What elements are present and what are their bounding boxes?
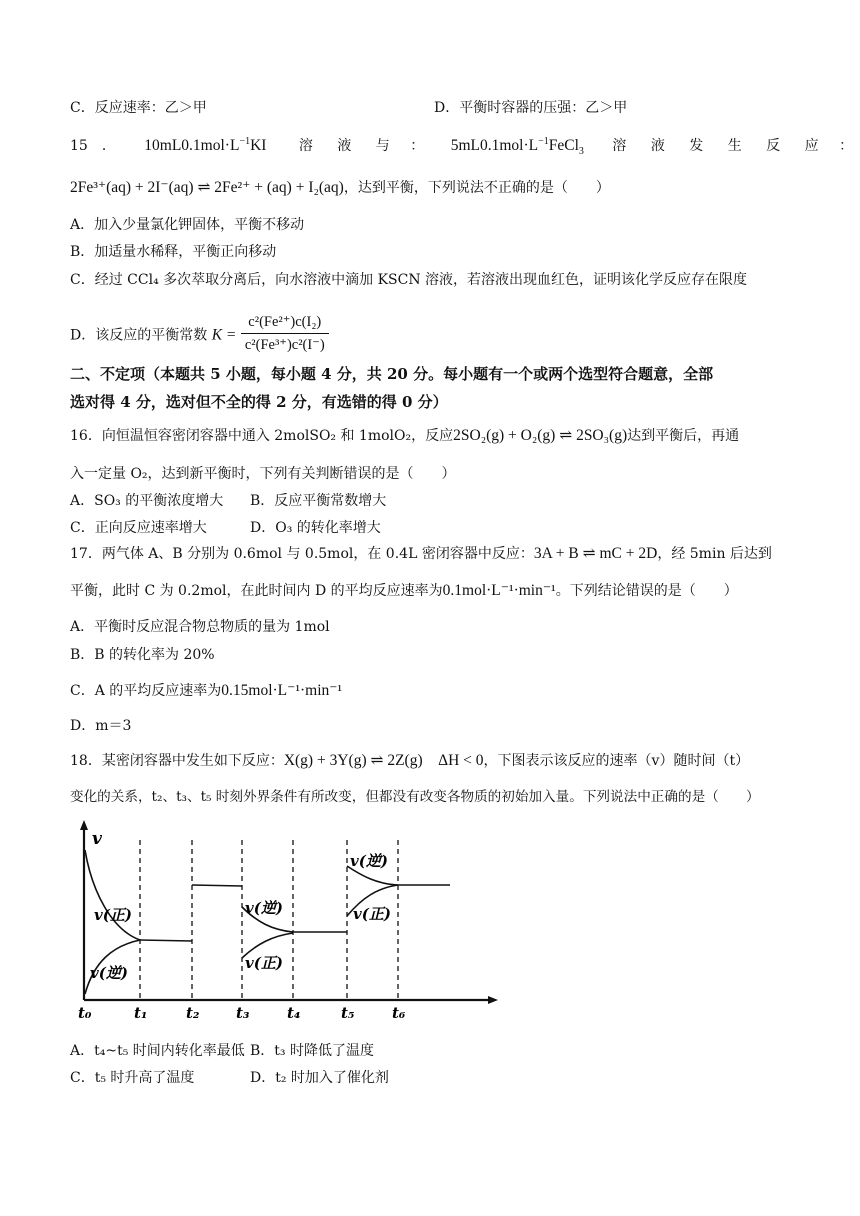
section2-heading-line2: 选对得 4 分，选对但不全的得 2 分，有选错的得 0 分）: [70, 393, 448, 411]
q16-option-a: A．SO₃ 的平衡浓度增大: [70, 493, 224, 509]
q16-stem-a: 16．向恒温恒容密闭容器中通入 2molSO₂ 和 1molO₂，反应: [70, 428, 454, 444]
q17-stem-line2: [70, 581, 738, 601]
q15-stem-tail: ，达到平衡，下列说法不正确的是（ ）: [343, 180, 610, 196]
section2-heading-line1: 二、不定项（本题共 5 小题，每小题 4 分，共 20 分。每小题有一个或两个选型符合题意，全部: [70, 365, 714, 383]
label-v-reverse-5: v(逆): [350, 852, 388, 870]
q15-w9: 反: [766, 138, 781, 154]
q17-stem-a: 17．两气体 A、B 分别为 0.6mol 与 0.5mol，在 0.4L 密闭容器中反应：: [70, 546, 534, 562]
q15-w11: ：: [839, 138, 854, 154]
q15-ki-conc: 10mL0.1mol·L: [144, 137, 240, 154]
q16-stem-line2: 入一定量 O₂，达到新平衡时，下列有关判断错误的是（ ）: [70, 466, 456, 482]
q15-w6: 液: [650, 138, 665, 154]
q16-stem-line1: [70, 426, 739, 446]
tick-t0: t₀: [78, 1004, 92, 1022]
q15-ki-conc-sup: −1: [239, 135, 251, 147]
q17-stem-c: 平衡，此时 C 为 0.2mol，在此时间内 D 的平均反应速率为: [70, 583, 443, 599]
q15-stem-line2: [70, 178, 610, 198]
q18-stem-line1: [70, 751, 749, 771]
q17-option-c-text: C．A 的平均反应速率为: [70, 683, 222, 699]
tick-t4: t₄: [287, 1004, 301, 1022]
tick-t1: t₁: [134, 1004, 148, 1022]
equilibrium-line-2: [192, 885, 242, 886]
q15-number: 15 ．: [70, 138, 116, 154]
v-forward-curve-1: [85, 850, 140, 940]
q15-option-d-text: D．该反应的平衡常数: [70, 327, 208, 344]
q15-fecl3-conc: 5mL0.1mol·L: [450, 137, 539, 154]
q14-option-d: D．平衡时容器的压强：乙＞甲: [434, 100, 628, 116]
q17-option-d: D．m＝3: [70, 718, 132, 734]
q16-stem-b: 达到平衡后，再通: [627, 428, 740, 444]
q18-option-a: A．t₄~t₅ 时间内转化率最低: [70, 1043, 245, 1059]
q15-w4: ：: [410, 138, 425, 154]
q15-k-denominator: c²(Fe³⁺)c²(I⁻): [241, 333, 329, 355]
label-v-forward-3: v(正): [245, 954, 283, 972]
equilibrium-line-1: [140, 940, 192, 941]
q16-option-c: C．正向反应速率增大: [70, 520, 207, 536]
q15-w1: 溶: [298, 138, 313, 154]
q15-w10: 应: [804, 138, 819, 154]
y-axis-label: v: [92, 829, 102, 849]
q18-equation: X(g) + 3Y(g) ⇌ 2Z(g) ΔH < 0: [283, 752, 484, 769]
q15-k-numerator: c²(Fe²⁺)c(I₂): [248, 314, 322, 330]
q15-ki: KI: [250, 137, 267, 154]
q15-k-label: K =: [211, 326, 237, 344]
q17-equation: 3A + B ⇌ mC + 2D: [533, 545, 658, 562]
q15-option-d: [70, 314, 329, 354]
q18-option-b: B．t₃ 时降低了温度: [250, 1043, 374, 1059]
tick-t6: t₆: [392, 1004, 406, 1022]
q17-option-c-rate: 0.15mol·L⁻¹·min⁻¹: [221, 682, 343, 699]
q17-option-c: [70, 681, 342, 701]
label-v-reverse-1: v(逆): [90, 964, 128, 982]
q15-option-c: C．经过 CCl₄ 多次萃取分离后，向水溶液中滴加 KSCN 溶液，若溶液出现血红色，证明该化学反应存在限度: [70, 272, 748, 288]
q17-stem-b: ，经 5min 后达到: [657, 546, 772, 562]
q15-w5: 溶: [612, 138, 627, 154]
q17-option-b: B．B 的转化率为 20%: [70, 647, 215, 663]
q15-w8: 生: [727, 138, 742, 154]
q15-fecl3-sub: 3: [578, 146, 584, 158]
x-axis-arrow: [488, 996, 498, 1004]
q17-option-a: A．平衡时反应混合物总物质的量为 1mol: [70, 619, 330, 635]
q18-stem-a: 18．某密闭容器中发生如下反应：: [70, 753, 284, 769]
q14-option-c: C．反应速率：乙＞甲: [70, 100, 207, 116]
q17-stem-line1: [70, 544, 772, 564]
q15-fecl3-conc-sup: −1: [538, 135, 549, 147]
tick-t3: t₃: [236, 1004, 250, 1022]
label-v-reverse-3: v(逆): [245, 899, 283, 917]
q15-stem-line1: [70, 135, 854, 158]
q16-equation: 2SO₂(g) + O₂(g) ⇌ 2SO₃(g): [453, 427, 628, 444]
y-axis-arrow: [80, 820, 88, 830]
q18-stem-line2: 变化的关系，t₂、t₃、t₅ 时刻外界条件有所改变，但都没有改变各物质的初始加入量。下列说法中正确的是（ ）: [70, 789, 760, 805]
rate-time-graph: [72, 812, 502, 1022]
q15-fecl3: FeCl: [548, 137, 579, 154]
q17-stem-d: 。下列结论错误的是（ ）: [555, 583, 738, 599]
label-v-forward-1: v(正): [94, 906, 132, 924]
q16-option-d: D．O₃ 的转化率增大: [250, 520, 381, 536]
label-v-forward-5: v(正): [353, 905, 391, 923]
tick-t5: t₅: [341, 1004, 355, 1022]
q15-w3: 与: [375, 138, 390, 154]
q15-w2: 液: [337, 138, 352, 154]
q15-equation: 2Fe³⁺(aq) + 2I⁻(aq) ⇌ 2Fe²⁺ + (aq) + I₂(aq): [70, 179, 344, 196]
tick-t2: t₂: [186, 1004, 200, 1022]
q15-w7: 发: [689, 138, 704, 154]
q16-option-b: B．反应平衡常数增大: [250, 493, 387, 509]
q15-k-fraction: [241, 312, 329, 355]
q18-option-d: D．t₂ 时加入了催化剂: [250, 1070, 389, 1086]
q18-stem-b: ，下图表示该反应的速率（v）随时间（t）: [483, 753, 750, 769]
q18-option-c: C．t₅ 时升高了温度: [70, 1070, 195, 1086]
q15-option-b: B．加适量水稀释，平衡正向移动: [70, 244, 277, 260]
q17-rate: 0.1mol·L⁻¹·min⁻¹: [442, 582, 556, 599]
q15-option-a: A．加入少量氯化钾固体，平衡不移动: [70, 217, 305, 233]
